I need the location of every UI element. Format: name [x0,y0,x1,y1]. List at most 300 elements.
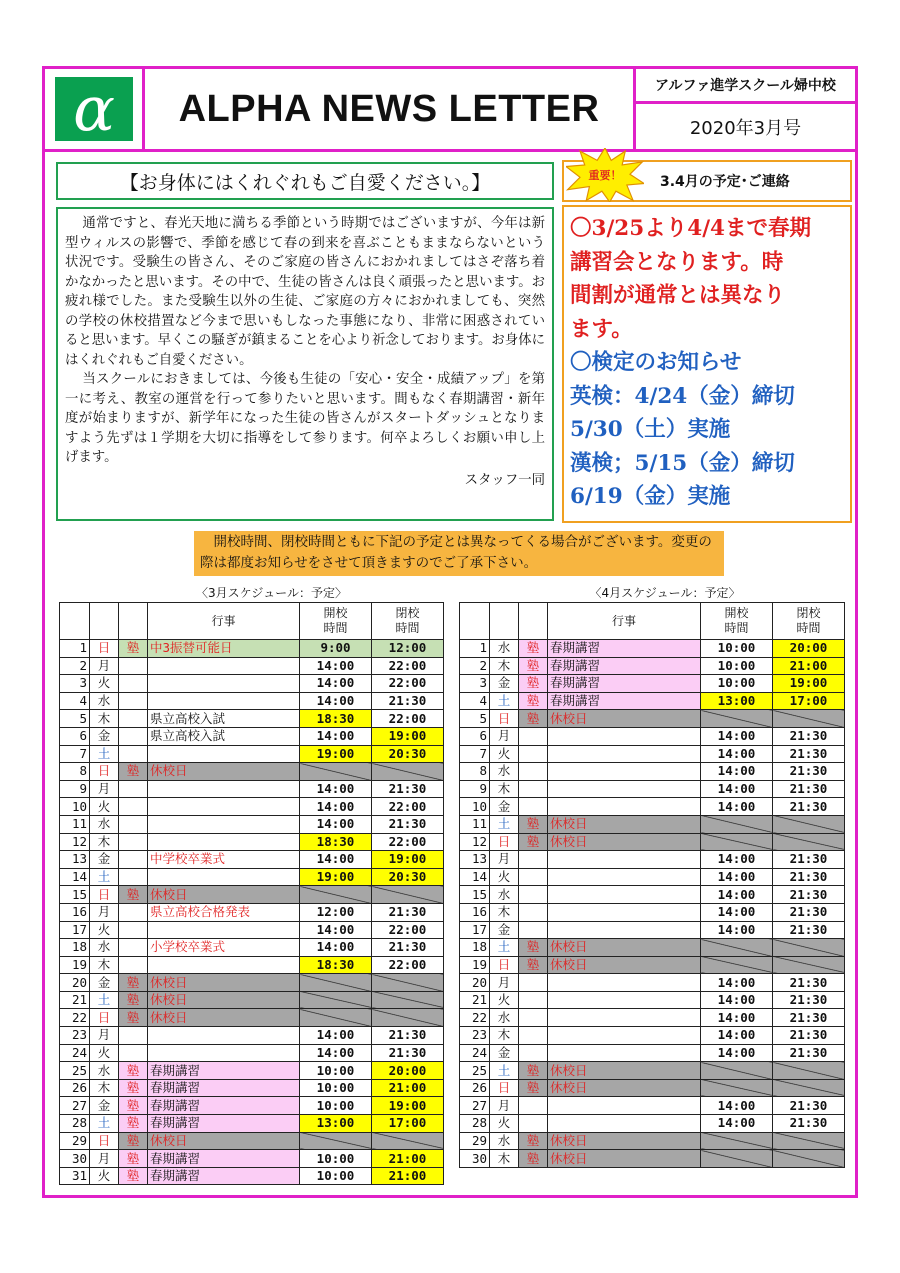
cell-event [148,780,300,798]
notice-line: ます。 [570,316,633,342]
table-row [460,833,845,851]
cell-open-time [300,991,372,1009]
notice-line: 間割が通常とは異なり [570,283,786,308]
cell-open-time: 10:00 [300,1079,372,1097]
cell-date: 16 [460,903,490,921]
table-row [60,851,444,869]
table-row [460,1097,845,1115]
cell-date: 27 [60,1097,90,1115]
cell-weekday: 金 [490,798,519,816]
header-open-time: 開校 時間 [701,603,773,640]
cell-juku [119,939,148,957]
table-row [60,1079,444,1097]
cell-event: 県立高校入試 [148,727,300,745]
cell-event [148,1044,300,1062]
table-row [60,640,444,658]
table-row [60,763,444,781]
cell-date: 3 [460,675,490,693]
table-row [60,833,444,851]
cell-weekday: 月 [90,780,119,798]
cell-juku [119,675,148,693]
cell-event: 春期講習 [548,640,701,658]
cell-date: 30 [60,1150,90,1168]
cell-open-time [300,1009,372,1027]
cell-event: 春期講習 [148,1079,300,1097]
cell-event [548,763,701,781]
cell-weekday: 木 [490,1150,519,1168]
march-caption: 〈3月スケジュール：予定〉 [196,586,347,600]
cell-date: 4 [460,692,490,710]
cell-weekday: 金 [90,974,119,992]
cell-juku [519,851,548,869]
cell-event: 休校日 [148,763,300,781]
cell-date: 24 [460,1044,490,1062]
cell-close-time: 21:30 [773,1027,845,1045]
cell-date: 19 [460,956,490,974]
cell-weekday: 水 [490,1132,519,1150]
cell-close-time: 21:30 [773,745,845,763]
cell-open-time: 14:00 [300,815,372,833]
cell-juku [519,1027,548,1045]
cell-close-time: 21:30 [773,1115,845,1133]
notice-line: 5/30（土）実施 [570,417,731,442]
cell-weekday: 月 [490,1097,519,1115]
cell-weekday: 木 [90,956,119,974]
cell-weekday: 水 [90,692,119,710]
cell-event: 休校日 [548,710,701,728]
cell-weekday: 月 [490,851,519,869]
cell-juku [519,886,548,904]
cell-weekday: 土 [490,939,519,957]
cell-date: 27 [460,1097,490,1115]
cell-event [148,815,300,833]
cell-weekday: 日 [90,763,119,781]
cell-weekday: 月 [490,727,519,745]
cell-event [548,868,701,886]
table-row [460,1132,845,1150]
cell-date: 25 [460,1062,490,1080]
cell-close-time: 22:00 [372,921,444,939]
greeting-paragraph: 通常ですと、春光天地に満ちる季節という時期ではございますが、今年は新型ウィルスの影響で、季節を感じて春の到来を喜ぶこともままならないという状況です。受験生の皆さん、そのご家庭の皆さんにおかれましてはさぞ落ち着かなかったと思います。その中で、生徒の皆さんは良く頑張ったと思います。お疲れ様でした。また受験生以外の生徒、ご家庭の方々におかれましても、突然の学校の休校措置など今まで思いもしなった事態になり、非常に困惑されていると思います。早くこの騒ぎが鎮まることを心より祈念しております。お身体にはくれぐれもご自愛ください。 [65,216,545,368]
cell-date: 21 [60,991,90,1009]
cell-date: 13 [460,851,490,869]
cell-weekday: 土 [90,1115,119,1133]
cell-date: 31 [60,1167,90,1185]
table-row [460,692,845,710]
table-row [460,745,845,763]
cell-open-time: 14:00 [300,780,372,798]
logo-cell [42,66,145,152]
cell-juku [519,903,548,921]
cell-event [548,921,701,939]
cell-juku [119,657,148,675]
cell-open-time: 14:00 [701,745,773,763]
cell-weekday: 土 [490,815,519,833]
cell-open-time: 14:00 [300,1027,372,1045]
header-blank [490,603,519,640]
cell-close-time: 21:00 [372,1150,444,1168]
table-row [460,763,845,781]
cell-open-time: 19:00 [300,745,372,763]
cell-event: 休校日 [548,815,701,833]
cell-date: 16 [60,903,90,921]
cell-date: 24 [60,1044,90,1062]
header-event: 行事 [148,603,300,640]
cell-weekday: 木 [490,780,519,798]
table-row [460,1009,845,1027]
cell-close-time: 19:00 [372,1097,444,1115]
cell-juku [119,956,148,974]
table-row [60,798,444,816]
cell-close-time [773,1150,845,1168]
cell-weekday: 水 [490,1009,519,1027]
cell-weekday: 日 [90,1009,119,1027]
school-name: アルファ進学スクール婦中校 [633,66,858,104]
cell-date: 11 [460,815,490,833]
cell-date: 14 [60,868,90,886]
cell-close-time [372,763,444,781]
cell-close-time: 21:30 [372,780,444,798]
notice-line: 〇検定のお知らせ [570,350,742,375]
table-row [60,903,444,921]
cell-weekday: 木 [490,657,519,675]
table-row [60,974,444,992]
cell-date: 19 [60,956,90,974]
cell-close-time: 19:00 [773,675,845,693]
cell-close-time: 21:30 [773,991,845,1009]
cell-open-time: 14:00 [300,921,372,939]
table-row [460,1115,845,1133]
table-row [60,1132,444,1150]
cell-open-time [300,974,372,992]
cell-event: 休校日 [548,1132,701,1150]
cell-date: 6 [60,727,90,745]
cell-event: 県立高校入試 [148,710,300,728]
cell-open-time: 14:00 [701,1009,773,1027]
cell-date: 10 [60,798,90,816]
cell-event [548,1009,701,1027]
cell-event: 休校日 [148,991,300,1009]
table-row [60,1115,444,1133]
cell-weekday: 水 [90,1062,119,1080]
cell-open-time [701,1079,773,1097]
cell-close-time [773,939,845,957]
cell-open-time [701,710,773,728]
march-schedule-table [59,602,444,1185]
cell-close-time [773,815,845,833]
table-row [60,745,444,763]
table-row [60,1097,444,1115]
april-caption: 〈4月スケジュール：予定〉 [589,586,741,600]
cell-open-time: 14:00 [300,657,372,675]
cell-weekday: 金 [90,851,119,869]
cell-juku: 塾 [519,939,548,957]
cell-weekday: 月 [90,1150,119,1168]
cell-weekday: 火 [490,745,519,763]
table-row [460,710,845,728]
cell-juku [519,727,548,745]
cell-open-time [701,1132,773,1150]
cell-open-time: 14:00 [300,727,372,745]
cell-juku [519,921,548,939]
cell-juku: 塾 [119,1009,148,1027]
header-close-time: 閉校 時間 [372,603,444,640]
cell-juku: 塾 [119,1062,148,1080]
cell-date: 9 [460,780,490,798]
cell-open-time: 14:00 [701,991,773,1009]
cell-event: 休校日 [548,1079,701,1097]
cell-open-time: 14:00 [300,675,372,693]
cell-juku: 塾 [119,1167,148,1185]
cell-event [548,1044,701,1062]
cell-date: 17 [460,921,490,939]
cell-open-time: 10:00 [701,640,773,658]
cell-date: 29 [60,1132,90,1150]
table-row [60,991,444,1009]
cell-juku: 塾 [119,886,148,904]
cell-date: 28 [60,1115,90,1133]
cell-date: 23 [60,1027,90,1045]
cell-open-time: 13:00 [300,1115,372,1133]
table-row [460,798,845,816]
cell-event [148,745,300,763]
cell-open-time: 10:00 [300,1062,372,1080]
cell-open-time: 14:00 [701,727,773,745]
table-row [460,1027,845,1045]
cell-date: 14 [460,868,490,886]
cell-open-time: 10:00 [300,1167,372,1185]
cell-date: 2 [460,657,490,675]
cell-juku [119,868,148,886]
cell-juku [119,851,148,869]
cell-close-time [372,991,444,1009]
cell-date: 8 [460,763,490,781]
cell-date: 7 [460,745,490,763]
table-row [60,1027,444,1045]
cell-weekday: 日 [90,1132,119,1150]
table-row [60,657,444,675]
cell-juku [119,780,148,798]
cell-event: 休校日 [148,1132,300,1150]
table-row [460,851,845,869]
cell-open-time: 14:00 [701,851,773,869]
cell-open-time: 13:00 [701,692,773,710]
cell-close-time [372,974,444,992]
cell-event [148,798,300,816]
cell-event: 中学校卒業式 [148,851,300,869]
notice-line: 漢検；5/15（金）締切 [570,450,795,476]
cell-juku [519,798,548,816]
cell-weekday: 土 [490,1062,519,1080]
cell-open-time: 10:00 [300,1150,372,1168]
cell-juku [119,903,148,921]
cell-open-time: 14:00 [701,1044,773,1062]
cell-event [148,868,300,886]
cell-close-time: 19:00 [372,727,444,745]
cell-juku: 塾 [119,763,148,781]
cell-open-time: 10:00 [300,1097,372,1115]
cell-event: 休校日 [548,1062,701,1080]
cell-event [148,833,300,851]
cell-date: 25 [60,1062,90,1080]
cell-open-time [701,833,773,851]
cell-date: 30 [460,1150,490,1168]
table-row [60,1062,444,1080]
cell-juku [519,1009,548,1027]
cell-juku [519,745,548,763]
notice-line: 〇3/25より4/4まで春期 [570,216,812,241]
cell-open-time: 10:00 [701,657,773,675]
cell-close-time [773,1079,845,1097]
header-blank [119,603,148,640]
cell-open-time [701,939,773,957]
notice-line: 講習会となります。時 [570,249,784,275]
cell-event: 休校日 [148,886,300,904]
cell-close-time: 21:30 [773,868,845,886]
cell-open-time: 12:00 [300,903,372,921]
cell-weekday: 火 [490,991,519,1009]
table-row [460,991,845,1009]
cell-close-time [773,1062,845,1080]
greeting-body [56,207,554,521]
table-row [60,692,444,710]
cell-juku: 塾 [519,675,548,693]
cell-weekday: 木 [490,903,519,921]
cell-event: 休校日 [148,1009,300,1027]
table-row [460,780,845,798]
cell-close-time [773,710,845,728]
table-row [460,640,845,658]
cell-juku: 塾 [519,692,548,710]
cell-event: 春期講習 [148,1150,300,1168]
table-row [460,903,845,921]
cell-open-time: 18:30 [300,833,372,851]
cell-weekday: 火 [90,921,119,939]
cell-juku [519,1044,548,1062]
cell-date: 12 [60,833,90,851]
cell-juku [519,1115,548,1133]
cell-close-time: 20:30 [372,868,444,886]
table-row [460,1150,845,1168]
cell-close-time: 22:00 [372,956,444,974]
table-row [60,868,444,886]
cell-juku [519,780,548,798]
cell-close-time [773,1132,845,1150]
cell-open-time [701,815,773,833]
cell-open-time: 14:00 [701,1097,773,1115]
cell-date: 20 [460,974,490,992]
header-close-time: 閉校 時間 [773,603,845,640]
cell-close-time: 22:00 [372,657,444,675]
cell-juku: 塾 [119,1115,148,1133]
cell-close-time [372,886,444,904]
cell-juku [519,868,548,886]
cell-date: 1 [60,640,90,658]
cell-juku: 塾 [119,974,148,992]
cell-event: 春期講習 [548,675,701,693]
cell-juku [119,710,148,728]
cell-event [548,745,701,763]
cell-event: 県立高校合格発表 [148,903,300,921]
cell-weekday: 土 [90,868,119,886]
cell-weekday: 土 [490,692,519,710]
cell-juku [519,1097,548,1115]
cell-close-time: 21:30 [773,1097,845,1115]
cell-date: 13 [60,851,90,869]
cell-juku [119,815,148,833]
table-row [460,815,845,833]
cell-weekday: 日 [490,1079,519,1097]
cell-date: 20 [60,974,90,992]
important-badge: 重要！ [588,169,622,182]
table-row [60,886,444,904]
cell-juku: 塾 [519,657,548,675]
cell-date: 4 [60,692,90,710]
cell-close-time: 22:00 [372,798,444,816]
cell-close-time [773,956,845,974]
cell-juku [119,745,148,763]
cell-event [548,991,701,1009]
header-event: 行事 [548,603,701,640]
table-row [60,815,444,833]
cell-close-time: 17:00 [773,692,845,710]
greeting-paragraph: 当スクールにおきましては、今後も生徒の「安心・安全・成績アップ」を第一に考え、教室の運営を行って参りたいと思います。間もなく春期講習・新年度が始まりますが、新学年になった生徒の皆さんがスタートダッシュとなりますよう先ずは１学期を大切に指導をして参ります。何卒よろしくお願い申し上げます。 [65,372,545,465]
cell-juku: 塾 [519,815,548,833]
cell-juku [119,692,148,710]
cell-date: 23 [460,1027,490,1045]
cell-open-time: 19:00 [300,868,372,886]
table-row [460,727,845,745]
cell-juku [119,1044,148,1062]
cell-weekday: 金 [90,727,119,745]
cell-open-time: 14:00 [701,798,773,816]
cell-close-time: 12:00 [372,640,444,658]
cell-weekday: 木 [90,833,119,851]
cell-event: 休校日 [548,956,701,974]
table-row [60,1044,444,1062]
cell-close-time: 21:30 [372,939,444,957]
table-row [60,1167,444,1185]
cell-close-time: 21:30 [773,886,845,904]
newsletter-title: ALPHA NEWS LETTER [142,66,636,152]
cell-weekday: 土 [90,745,119,763]
cell-open-time: 14:00 [300,851,372,869]
cell-open-time: 9:00 [300,640,372,658]
cell-close-time: 21:30 [773,903,845,921]
cell-juku [119,727,148,745]
cell-event: 休校日 [148,974,300,992]
cell-date: 28 [460,1115,490,1133]
cell-open-time: 14:00 [701,903,773,921]
cell-juku [119,798,148,816]
cell-date: 18 [60,939,90,957]
cell-open-time: 10:00 [701,675,773,693]
table-row [460,868,845,886]
table-row [60,921,444,939]
cell-weekday: 日 [90,886,119,904]
cell-open-time: 14:00 [300,1044,372,1062]
cell-close-time: 17:00 [372,1115,444,1133]
cell-weekday: 月 [90,657,119,675]
cell-weekday: 水 [90,939,119,957]
cell-close-time: 21:30 [773,974,845,992]
header-blank [460,603,490,640]
cell-weekday: 水 [90,815,119,833]
table-row [460,657,845,675]
cell-open-time: 14:00 [300,939,372,957]
cell-weekday: 月 [90,1027,119,1045]
cell-juku: 塾 [119,640,148,658]
